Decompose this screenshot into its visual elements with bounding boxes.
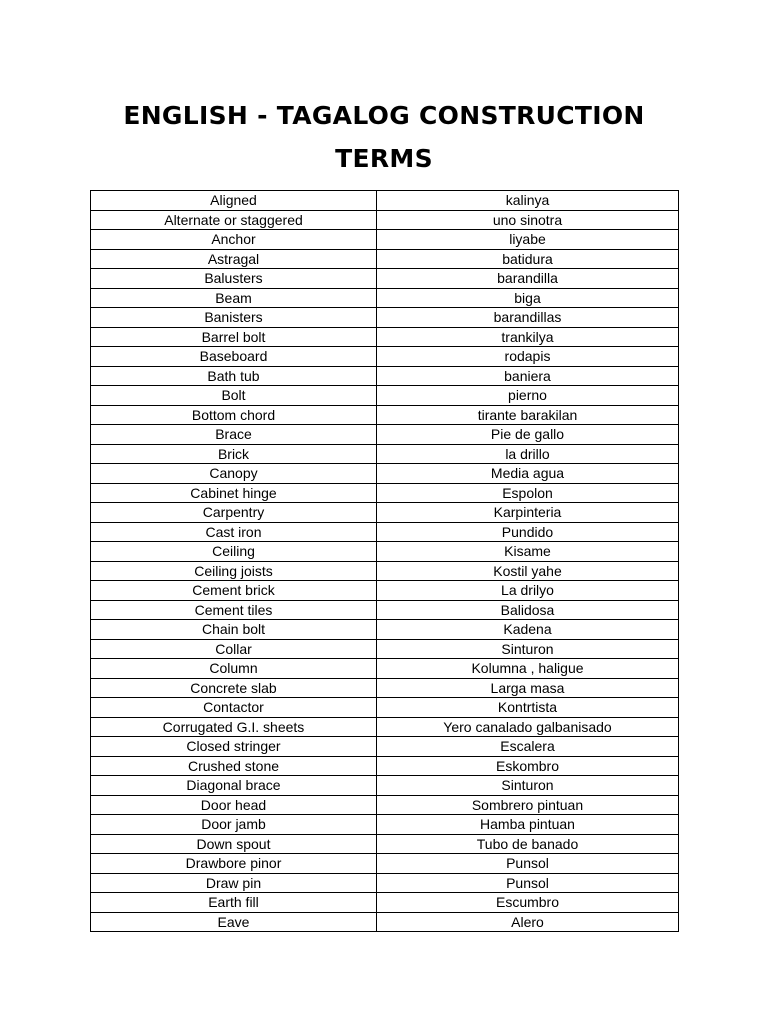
english-term-cell: Balusters bbox=[91, 269, 377, 289]
tagalog-term-cell: Kisame bbox=[377, 542, 679, 562]
english-term-cell: Brick bbox=[91, 444, 377, 464]
table-row bbox=[91, 737, 679, 757]
tagalog-term-cell: Pundido bbox=[377, 522, 679, 542]
tagalog-term-cell: biga bbox=[377, 288, 679, 308]
tagalog-term-cell: batidura bbox=[377, 249, 679, 269]
tagalog-term-cell: Hamba pintuan bbox=[377, 815, 679, 835]
english-term-cell: Eave bbox=[91, 912, 377, 932]
english-term-cell: Beam bbox=[91, 288, 377, 308]
tagalog-term-cell: Larga masa bbox=[377, 678, 679, 698]
table-row bbox=[91, 834, 679, 854]
english-term-cell: Cabinet hinge bbox=[91, 483, 377, 503]
tagalog-term-cell: Kadena bbox=[377, 620, 679, 640]
english-term-cell: Corrugated G.I. sheets bbox=[91, 717, 377, 737]
page-title bbox=[0, 94, 768, 180]
table-row bbox=[91, 756, 679, 776]
table-row bbox=[91, 522, 679, 542]
table-row bbox=[91, 347, 679, 367]
english-term-cell: Aligned bbox=[91, 191, 377, 211]
english-term-cell: Bolt bbox=[91, 386, 377, 406]
tagalog-term-cell: liyabe bbox=[377, 230, 679, 250]
table-row bbox=[91, 639, 679, 659]
english-term-cell: Baseboard bbox=[91, 347, 377, 367]
table-row bbox=[91, 386, 679, 406]
english-term-cell: Collar bbox=[91, 639, 377, 659]
table-row bbox=[91, 873, 679, 893]
english-term-cell: Barrel bolt bbox=[91, 327, 377, 347]
english-term-cell: Diagonal brace bbox=[91, 776, 377, 796]
tagalog-term-cell: Tubo de banado bbox=[377, 834, 679, 854]
english-term-cell: Ceiling bbox=[91, 542, 377, 562]
table-row bbox=[91, 600, 679, 620]
english-term-cell: Anchor bbox=[91, 230, 377, 250]
tagalog-term-cell: barandilla bbox=[377, 269, 679, 289]
tagalog-term-cell: Kostil yahe bbox=[377, 561, 679, 581]
table-row bbox=[91, 230, 679, 250]
tagalog-term-cell: kalinya bbox=[377, 191, 679, 211]
table-row bbox=[91, 893, 679, 913]
tagalog-term-cell: Media agua bbox=[377, 464, 679, 484]
english-term-cell: Cement tiles bbox=[91, 600, 377, 620]
english-term-cell: Door jamb bbox=[91, 815, 377, 835]
english-term-cell: Earth fill bbox=[91, 893, 377, 913]
english-term-cell: Brace bbox=[91, 425, 377, 445]
table-row bbox=[91, 464, 679, 484]
table-row bbox=[91, 405, 679, 425]
tagalog-term-cell: Kontrtista bbox=[377, 698, 679, 718]
tagalog-term-cell: trankilya bbox=[377, 327, 679, 347]
english-term-cell: Crushed stone bbox=[91, 756, 377, 776]
table-row bbox=[91, 620, 679, 640]
table-row bbox=[91, 912, 679, 932]
table-row bbox=[91, 444, 679, 464]
table-row bbox=[91, 249, 679, 269]
tagalog-term-cell: Escalera bbox=[377, 737, 679, 757]
table-row bbox=[91, 425, 679, 445]
english-term-cell: Bottom chord bbox=[91, 405, 377, 425]
tagalog-term-cell: rodapis bbox=[377, 347, 679, 367]
title-line-1: ENGLISH - TAGALOG CONSTRUCTION bbox=[123, 101, 645, 130]
english-term-cell: Down spout bbox=[91, 834, 377, 854]
english-term-cell: Draw pin bbox=[91, 873, 377, 893]
table-row bbox=[91, 483, 679, 503]
tagalog-term-cell: Sinturon bbox=[377, 776, 679, 796]
table-row bbox=[91, 542, 679, 562]
terms-table-body bbox=[91, 191, 679, 932]
table-row bbox=[91, 327, 679, 347]
table-row bbox=[91, 678, 679, 698]
tagalog-term-cell: Sinturon bbox=[377, 639, 679, 659]
table-row bbox=[91, 366, 679, 386]
tagalog-term-cell: uno sinotra bbox=[377, 210, 679, 230]
table-row bbox=[91, 308, 679, 328]
table-row bbox=[91, 854, 679, 874]
table-row bbox=[91, 210, 679, 230]
english-term-cell: Alternate or staggered bbox=[91, 210, 377, 230]
table-row bbox=[91, 659, 679, 679]
english-term-cell: Bath tub bbox=[91, 366, 377, 386]
table-row bbox=[91, 717, 679, 737]
tagalog-term-cell: Punsol bbox=[377, 873, 679, 893]
table-row bbox=[91, 698, 679, 718]
tagalog-term-cell: baniera bbox=[377, 366, 679, 386]
tagalog-term-cell: Karpinteria bbox=[377, 503, 679, 523]
tagalog-term-cell: Punsol bbox=[377, 854, 679, 874]
english-term-cell: Door head bbox=[91, 795, 377, 815]
table-row bbox=[91, 288, 679, 308]
table-row bbox=[91, 776, 679, 796]
english-term-cell: Carpentry bbox=[91, 503, 377, 523]
english-term-cell: Cast iron bbox=[91, 522, 377, 542]
tagalog-term-cell: la drillo bbox=[377, 444, 679, 464]
english-term-cell: Banisters bbox=[91, 308, 377, 328]
title-line-2: TERMS bbox=[335, 144, 433, 173]
english-term-cell: Canopy bbox=[91, 464, 377, 484]
table-row bbox=[91, 815, 679, 835]
english-term-cell: Drawbore pinor bbox=[91, 854, 377, 874]
english-term-cell: Cement brick bbox=[91, 581, 377, 601]
tagalog-term-cell: La drilyo bbox=[377, 581, 679, 601]
english-term-cell: Concrete slab bbox=[91, 678, 377, 698]
tagalog-term-cell: Kolumna , haligue bbox=[377, 659, 679, 679]
english-term-cell: Astragal bbox=[91, 249, 377, 269]
table-row bbox=[91, 581, 679, 601]
tagalog-term-cell: Eskombro bbox=[377, 756, 679, 776]
english-term-cell: Closed stringer bbox=[91, 737, 377, 757]
terms-table bbox=[90, 190, 679, 932]
tagalog-term-cell: Balidosa bbox=[377, 600, 679, 620]
english-term-cell: Ceiling joists bbox=[91, 561, 377, 581]
table-row bbox=[91, 191, 679, 211]
english-term-cell: Column bbox=[91, 659, 377, 679]
tagalog-term-cell: pierno bbox=[377, 386, 679, 406]
tagalog-term-cell: Sombrero pintuan bbox=[377, 795, 679, 815]
table-row bbox=[91, 269, 679, 289]
english-term-cell: Contactor bbox=[91, 698, 377, 718]
table-row bbox=[91, 795, 679, 815]
table-row bbox=[91, 503, 679, 523]
tagalog-term-cell: Escumbro bbox=[377, 893, 679, 913]
tagalog-term-cell: Espolon bbox=[377, 483, 679, 503]
tagalog-term-cell: tirante barakilan bbox=[377, 405, 679, 425]
tagalog-term-cell: Yero canalado galbanisado bbox=[377, 717, 679, 737]
tagalog-term-cell: barandillas bbox=[377, 308, 679, 328]
tagalog-term-cell: Alero bbox=[377, 912, 679, 932]
english-term-cell: Chain bolt bbox=[91, 620, 377, 640]
tagalog-term-cell: Pie de gallo bbox=[377, 425, 679, 445]
table-row bbox=[91, 561, 679, 581]
